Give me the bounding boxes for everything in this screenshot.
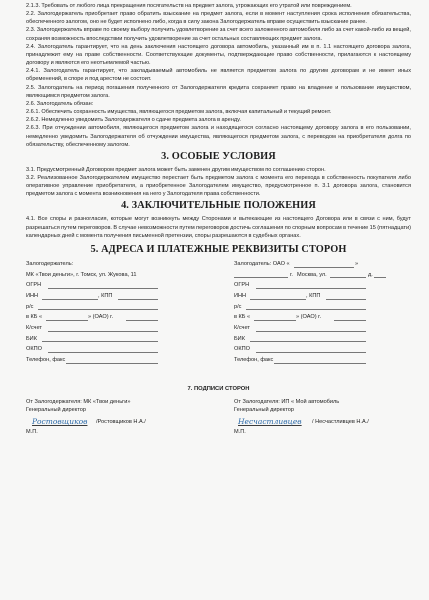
pledgor-party: От Залогодателя: ИП « Мой автомобиль [234, 398, 340, 405]
pledgor-signature [234, 398, 429, 437]
top-clauses [26, 2, 411, 149]
pledgee-position: Генеральный директор [26, 407, 86, 414]
rs-line [246, 309, 366, 310]
clause-2-3: 2.3. Залогодержатель вправе по своему выбору получить удовлетворение за счет всего заложенного автомобиля либо за счет какой-либо из вещей, сохраняя возможность впоследствии получить удовлетворение за счет остальных составляющих предмет залога. [26, 27, 411, 42]
clause-2-1-3: 2.1.3. Требовать от любого лица прекращения посягательств на предмет залога, угрожающих его утратой или повреждением. [26, 3, 352, 9]
address-line [234, 277, 288, 278]
pledgor-sign-line [234, 414, 429, 428]
street-line [330, 277, 366, 278]
okpo-line [256, 352, 366, 353]
pledgor-requisites [234, 259, 424, 366]
pledgee-ogrn: ОГРН [26, 280, 216, 291]
bank-line [254, 320, 296, 321]
ogrn-line [256, 288, 366, 289]
pledgor-bank: в КБ « » (ОАО) г. [234, 312, 424, 323]
section-5-title: 5. АДРЕСА И ПЛАТЕЖНЫЕ РЕКВИЗИТЫ СТОРОН [90, 243, 347, 255]
clause-2-4: 2.4. Залогодатель гарантирует, что на день заключения настоящего договора автомобиль, указанный им в п. 1.1 настоящего договора залога, принадлежит ему на праве собственности. Соответствующие документы, подтверждающие право собственности, прилагаются к настоящему договору и являются его неотъемлемой частью. [26, 43, 411, 67]
pledgee-signature [26, 398, 221, 437]
pledgee-heading: Залогодержатель: [26, 260, 74, 267]
pledgee-inn: ИНН , КПП [26, 291, 216, 302]
ogrn-line [48, 288, 158, 289]
pledgee-ks: К/счет [26, 323, 216, 334]
section-3-title: 3. ОСОБЫЕ УСЛОВИЯ [161, 150, 276, 162]
pledgor-ks: К/счет [234, 323, 424, 334]
clause-3-1: 3.1. Предусмотренный Договором предмет залога может быть заменен другим имуществом по соглашению сторон. [26, 166, 326, 173]
bank-city-line [334, 320, 366, 321]
clause-2-5: 2.5. Залогодатель на период погашения полученного от Залогодержателя кредита сохраняет право на владение и пользование имуществом, являющимся предметом залога. [26, 84, 411, 99]
pledgee-rs: р/с [26, 302, 216, 313]
pledgee-name: МК «Твои деньги», г. Томск, ул. Жукова, 11 [26, 271, 137, 278]
pledgee-okpo: ОКПО [26, 344, 216, 355]
pledgor-handwritten-signature: Несчастливцев [238, 417, 302, 427]
clause-2-2: 2.2. Залогодержатель приобретает право обратить взыскание на предмет залога, если в момент наступления срока исполнения обязательства, обеспеченного залогом, оно не будет исполнено либо, когда в силу закона Залогодержатель вправе осуществить взыскание ранее. [26, 11, 411, 26]
clause-2-4-1: 2.4.1. Залогодатель гарантирует, что закладываемый автомобиль не является предметом залога по другим договорам и не имеет иных обременений, в споре и под арестом не состоит. [26, 68, 411, 83]
ks-line [256, 331, 366, 332]
kpp-line [326, 299, 366, 300]
pledgor-name-line [294, 267, 354, 268]
pledgee-signer-name: /Ростовщиков Н.А./ [96, 419, 146, 426]
requisites-block [26, 259, 411, 377]
pledgor-signer-name: / Несчастливцев Н.А./ [312, 419, 369, 426]
pledgee-bank: в КБ « » (ОАО) г. [26, 312, 216, 323]
pledgor-ogrn: ОГРН [234, 280, 424, 291]
pledgee-requisites [26, 259, 216, 366]
rs-line [38, 309, 158, 310]
pledgor-position: Генеральный директор [234, 407, 294, 414]
pledgee-stamp-place: М.П. [26, 429, 38, 436]
pledgor-address: г. Москва, ул. д. [234, 270, 424, 281]
pledgor-bik: БИК [234, 334, 424, 345]
pledgee-bik: БИК [26, 334, 216, 345]
phone-line [274, 363, 366, 364]
signatures-block [26, 398, 411, 458]
pledgor-heading: Залогодатель: ОАО « » [234, 260, 359, 267]
pledgee-sign-line [26, 414, 221, 428]
kpp-line [118, 299, 158, 300]
house-line [374, 277, 386, 278]
bank-line [46, 320, 88, 321]
section-7-title: 7. ПОДПИСИ СТОРОН [187, 385, 250, 392]
clause-2-6-2: 2.6.2. Немедленно уведомить Залогодержателя о сдаче предмета залога в аренду. [26, 117, 241, 124]
ks-line [48, 331, 158, 332]
section-4-title: 4. ЗАКЛЮЧИТЕЛЬНЫЕ ПОЛОЖЕНИЯ [121, 200, 316, 212]
pledgor-inn: ИНН , КПП [234, 291, 424, 302]
pledgee-party: От Залогодержателя: МК «Твои деньги» [26, 398, 131, 405]
okpo-line [48, 352, 158, 353]
bank-city-line [126, 320, 158, 321]
clause-2-6: 2.6. Залогодатель обязан: [26, 100, 94, 107]
pledgor-rs: р/с [234, 302, 424, 313]
bik-line [250, 341, 366, 342]
bik-line [42, 341, 158, 342]
clause-3-2: 3.2. Реализованное Залогодержателем имущество перестает быть предметом залога с момента его перехода в собственность покупателя либо оперативное управление приобретателя, а приобретенное Залогодателем имущество, предусмотренное п. 3.1 договора залога, становится предметом залога с момента возникновения на него у Залогодателя права собственности. [26, 174, 411, 198]
inn-line [250, 299, 306, 300]
pledgee-phone: Телефон, факс [26, 355, 216, 366]
inn-line [42, 299, 98, 300]
clause-2-6-3: 2.6.3. При отчуждении автомобиля, являющегося предметом залога и находящегося согласно настоящему договору залога в его пользовании, немедленно уведомить Залогодержателя об отчуждении имущества, являющегося предметом залога, с переводом на приобретателя долга по обязательству, обеспеченному залогом. [26, 125, 411, 148]
clause-4-1: 4.1. Все споры и разногласия, которые могут возникнуть между Сторонами и вытекающие из настоящего Договора или в связи с ним, будут разрешаться путем переговоров. В случае невозможности путем переговоров достичь соглашения по спорным вопросам в течение 15 (пятнадцати) календарных дней с момента получения письменной претензии, споры разрешаются в судебных органах. [26, 216, 411, 239]
pledgor-okpo: ОКПО [234, 344, 424, 355]
pledgee-handwritten-signature: Ростовщиков [32, 417, 88, 427]
phone-line [66, 363, 158, 364]
clause-2-6-1: 2.6.1. Обеспечить сохранность имущества, являющегося предметом залога, включая капитальный и текущий ремонт. [26, 109, 332, 116]
pledgor-phone: Телефон, факс [234, 355, 424, 366]
pledgor-stamp-place: М.П. [234, 429, 246, 436]
